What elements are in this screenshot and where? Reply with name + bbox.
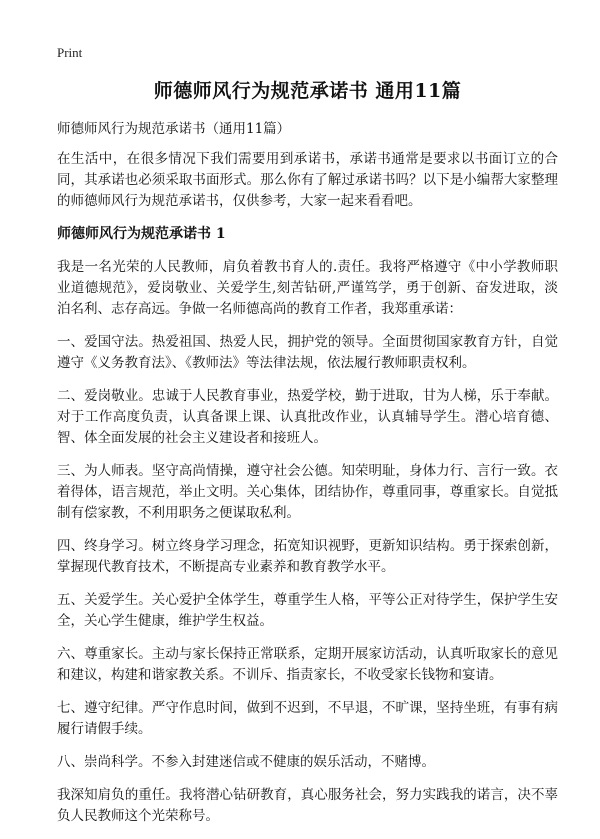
document-content [57,149,558,839]
section-heading: 师德师风行为规范承诺书 1 [57,226,226,242]
pledge-item-respect-parents: 六、尊重家长。主动与家长保持正常联系，定期开展家访活动，认真听取家长的意见和建议，构建和谐家教关系。不训斥、指责家长，不收受家长钱物和宴请。 [57,646,558,683]
page-title: 师德师风行为规范承诺书 通用11篇 [153,80,462,102]
intro-paragraph: 在生活中，在很多情况下我们需要用到承诺书，承诺书通常是要求以书面订立的合同，其承诺也必须采取书面形式。那么你有了解过承诺书吗？以下是小编帮大家整理的师德师风行为规范承诺书，仅供参考，大家一起来看看吧。 [57,151,558,209]
pledge-item-role-model: 三、为人师表。坚守高尚情操，遵守社会公德。知荣明耻，身体力行、言行一致。衣着得体，语言规范，举止文明。关心集体，团结协作，尊重同事，尊重家长。自觉抵制有偿家教，不利用职务之便谋取私利。 [57,463,558,521]
pledge-item-patriotism: 一、爱国守法。热爱祖国、热爱人民，拥护党的领导。全面贯彻国家教育方针，自觉遵守《义务教育法》、《教师法》等法律法规，依法履行教师职责权利。 [57,334,558,371]
print-link[interactable]: Print [57,45,83,60]
pledge-item-dedication: 二、爱岗敬业。忠诚于人民教育事业，热爱学校，勤于进取，甘为人梯，乐于奉献。对于工作高度负责，认真备课上课、认真批改作业，认真辅导学生。潜心培育德、智、体全面发展的社会主义建设者和接班人。 [57,388,558,446]
pledge-item-lifelong-learning: 四、终身学习。树立终身学习理念，拓宽知识视野，更新知识结构。勇于探索创新，掌握现代教育技术，不断提高专业素养和教育教学水平。 [57,538,558,575]
pledge-closing-paragraph: 我深知肩负的重任。我将潜心钻研教育，真心服务社会，努力实践我的诺言，决不辜负人民教师这个光荣称号。 [57,787,558,824]
pledge-item-science: 八、崇尚科学。不参入封建迷信或不健康的娱乐活动，不赌博。 [57,754,435,770]
document-subtitle: 师德师风行为规范承诺书（通用11篇） [57,121,291,137]
pledge-item-discipline: 七、遵守纪律。严守作息时间，做到不迟到，不早退，不旷课，坚持坐班，有事有病履行请假手续。 [57,700,558,737]
pledge-item-care-for-students: 五、关爱学生。关心爱护全体学生，尊重学生人格，平等公正对待学生，保护学生安全，关心学生健康，维护学生权益。 [57,592,558,629]
pledge-opening-paragraph: 我是一名光荣的人民教师，肩负着教书育人的.责任。我将严格遵守《中小学教师职业道德规范》，爱岗敬业、关爱学生,刻苦钻研,严谨笃学，勇于创新、奋发进取，淡泊名利、志存高远。争做一名师德高尚的教育工作者，我郑重承诺： [57,259,558,317]
